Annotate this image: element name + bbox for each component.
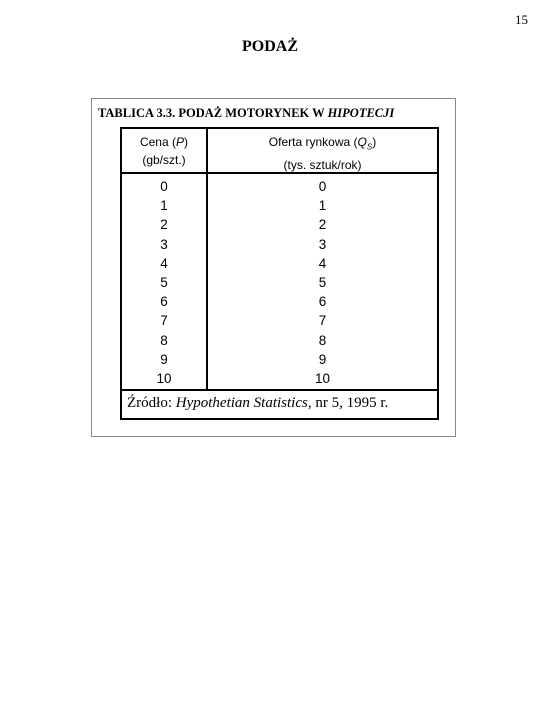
price-cell: 2: [160, 217, 168, 233]
price-cell: 6: [160, 294, 168, 310]
source-prefix: Źródło:: [127, 395, 176, 411]
price-header-var: P: [176, 135, 185, 149]
source-divider: [122, 389, 437, 391]
supply-header-var: Q: [357, 135, 367, 149]
price-column-header: [122, 133, 206, 169]
supply-header-unit: (tys. sztuk/rok): [283, 158, 362, 173]
price-header-unit: (gb/szt.): [142, 153, 186, 167]
supply-table: [120, 127, 439, 420]
supply-cell: 8: [318, 332, 327, 348]
supply-column-header: [208, 133, 437, 174]
supply-cell: 7: [318, 313, 327, 329]
price-cell: 0: [160, 179, 168, 194]
supply-cell: 2: [318, 217, 327, 233]
price-header-line1: [122, 133, 206, 151]
supply-header-close: ): [372, 135, 377, 149]
price-cell: 4: [160, 255, 168, 271]
price-values: [122, 177, 206, 388]
supply-header-line1: [208, 133, 437, 156]
source-note: [127, 395, 388, 412]
supply-cell: 10: [314, 370, 331, 386]
supply-cell: 9: [318, 351, 327, 367]
supply-cell: 0: [318, 179, 327, 194]
source-publication: Hypothetian Statistics: [175, 395, 308, 411]
page-title: PODAŻ: [242, 38, 298, 55]
price-header-close: ): [184, 135, 189, 149]
table-caption-prefix: TABLICA 3.3. PODAŻ MOTORYNEK W: [98, 106, 328, 120]
supply-header-text: Oferta rynkowa (: [268, 135, 358, 149]
table-frame: [91, 98, 456, 437]
supply-header-sub: S: [366, 142, 373, 152]
supply-cell: 3: [318, 236, 327, 252]
price-cell: 9: [160, 351, 168, 367]
supply-cell: 4: [318, 255, 327, 271]
price-header-text: Cena (: [139, 135, 176, 149]
table-caption-place: HIPOTECJI: [327, 106, 395, 120]
price-cell: 10: [156, 370, 172, 386]
supply-cell: 5: [318, 274, 327, 290]
supply-values: [208, 177, 437, 388]
supply-cell: 1: [318, 198, 327, 214]
price-cell: 3: [160, 236, 168, 252]
page-number: 15: [515, 12, 528, 27]
price-cell: 5: [160, 274, 168, 290]
price-cell: 8: [160, 332, 168, 348]
source-suffix: , nr 5, 1995 r.: [307, 395, 389, 411]
table-caption: [98, 106, 394, 121]
supply-cell: 6: [318, 294, 327, 310]
price-cell: 7: [160, 313, 168, 329]
price-cell: 1: [160, 198, 168, 214]
